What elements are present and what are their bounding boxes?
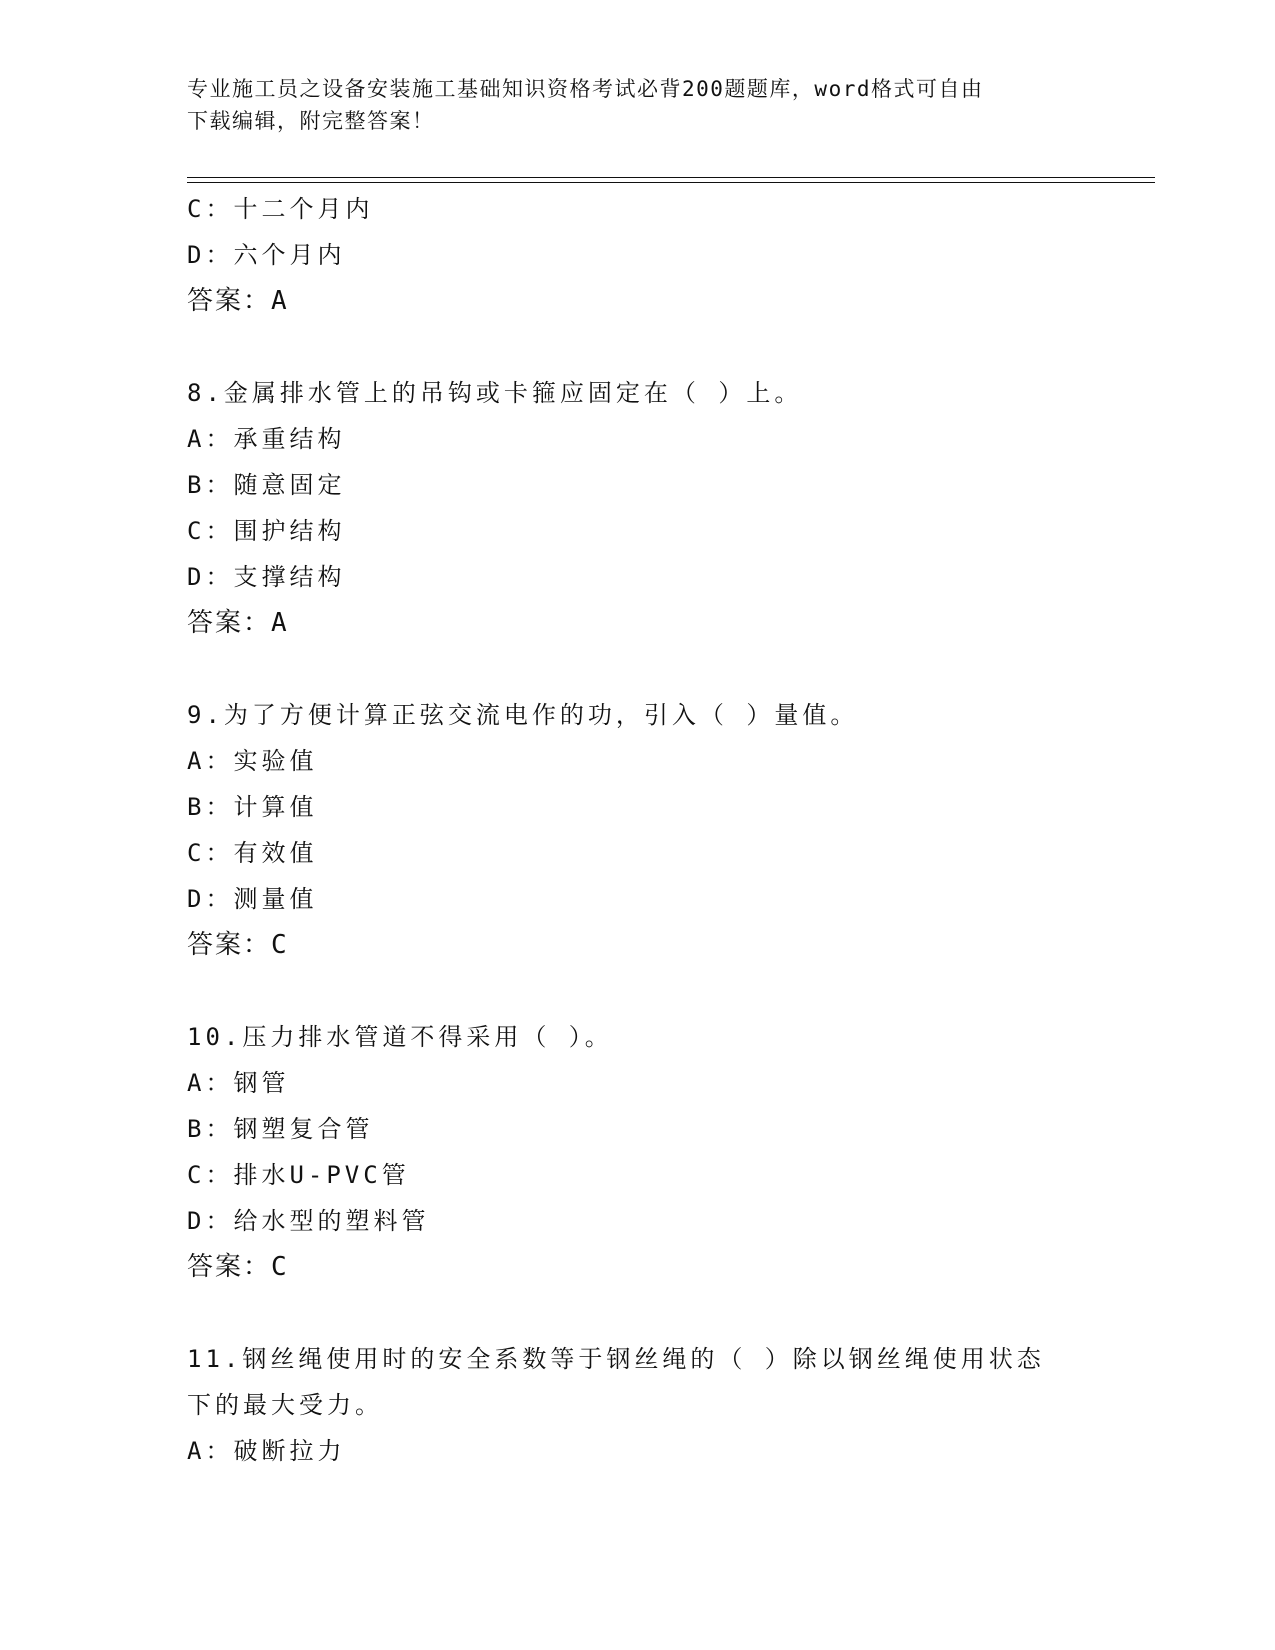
option-d: D：六个月内 [187,241,346,269]
option-d: D：测量值 [187,885,318,913]
header-divider-top [187,177,1155,178]
option-b: B：随意固定 [187,471,346,499]
question-8 [187,370,1067,646]
header-divider-bottom [187,182,1155,183]
question-text: 9.为了方便计算正弦交流电作的功，引入（ ）量值。 [187,701,859,729]
document-header [187,73,1067,137]
answer-line: 答案：C [187,1252,289,1282]
question-11 [187,1336,1067,1474]
question-text-line-1: 11.钢丝绳使用时的安全系数等于钢丝绳的（ ）除以钢丝绳使用状态 [187,1345,1045,1373]
question-7-continued [187,186,1067,324]
option-c: C：围护结构 [187,517,346,545]
option-b: B：钢塑复合管 [187,1115,374,1143]
option-a: A：承重结构 [187,425,346,453]
option-c: C：排水U-PVC管 [187,1161,410,1189]
header-line-1: 专业施工员之设备安装施工基础知识资格考试必背200题题库，word格式可自由 [187,77,984,101]
question-spacer [187,1290,1067,1336]
option-d: D：给水型的塑料管 [187,1207,430,1235]
answer-line: 答案：A [187,286,289,316]
question-text-line-2: 下的最大受力。 [187,1391,383,1419]
header-line-2: 下载编辑，附完整答案！ [187,109,435,133]
question-10 [187,1014,1067,1290]
option-a: A：破断拉力 [187,1437,346,1465]
option-c: C：有效值 [187,839,318,867]
question-text: 10.压力排水管道不得采用（ ）。 [187,1023,613,1051]
option-a: A：实验值 [187,747,318,775]
question-spacer [187,968,1067,1014]
option-c: C：十二个月内 [187,195,374,223]
question-9 [187,692,1067,968]
question-text: 8.金属排水管上的吊钩或卡箍应固定在（ ）上。 [187,379,803,407]
question-spacer [187,646,1067,692]
option-d: D：支撑结构 [187,563,346,591]
question-spacer [187,324,1067,370]
option-b: B：计算值 [187,793,318,821]
question-list [187,186,1067,1474]
answer-line: 答案：A [187,608,289,638]
option-a: A：钢管 [187,1069,290,1097]
answer-line: 答案：C [187,930,289,960]
